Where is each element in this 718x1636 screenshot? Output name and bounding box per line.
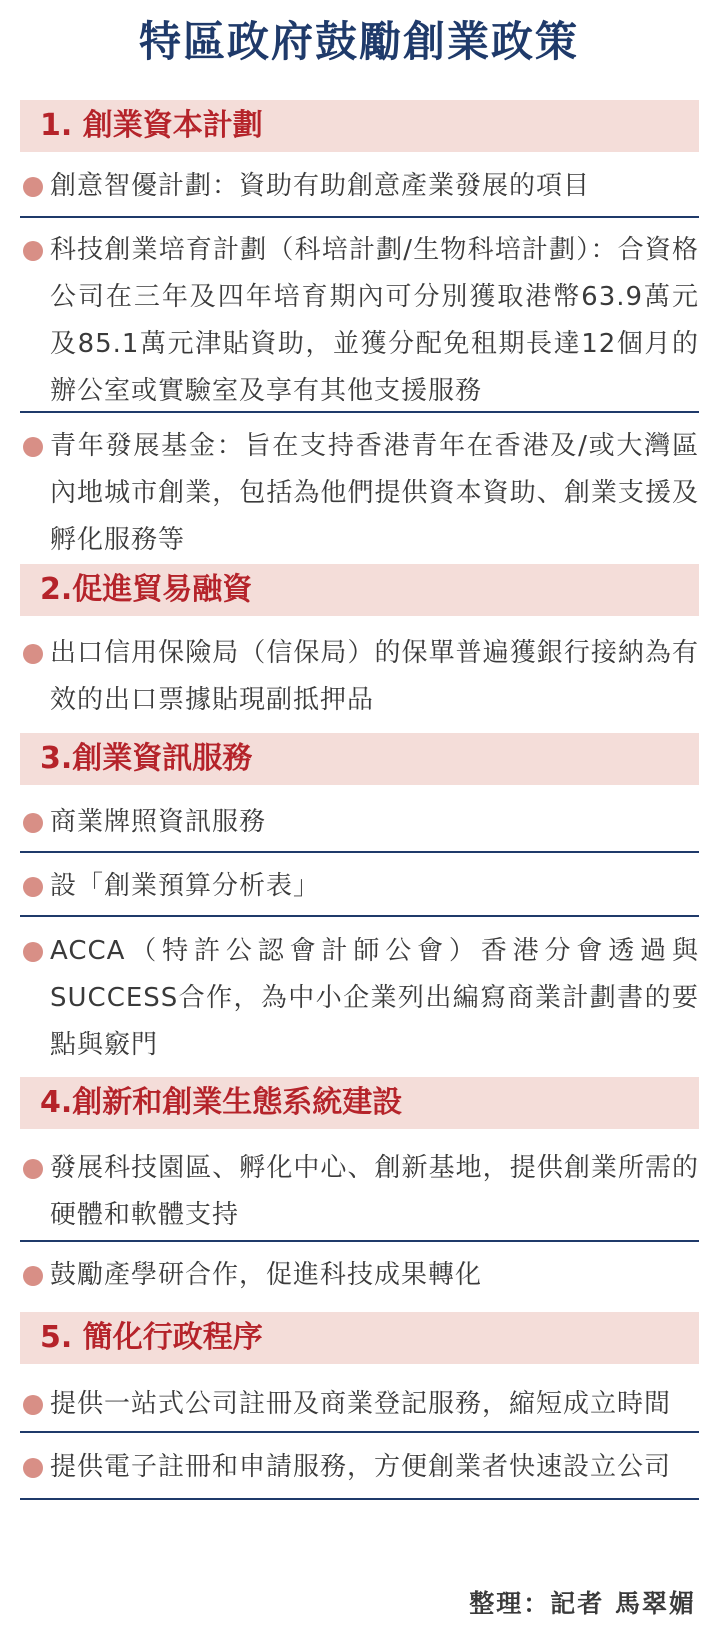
list-item [20,158,699,218]
section-heading-1: 1. 創業資本計劃 [20,100,699,152]
bullet-icon [23,1395,43,1415]
item-text: 鼓勵產學研合作，促進科技成果轉化 [50,1260,483,1290]
item-text: 科技創業培育計劃（科培計劃/生物科培計劃）：合資格公司在三年及四年培育期內可分別獲取港幣63.9萬元及85.1萬元津貼資助，並獲分配免租期長達12個月的辦公室或實驗室及享有其他支援服務 [50,235,699,406]
bullet-icon [23,813,43,833]
list-item [20,1135,699,1242]
section-heading-5: 5. 簡化行政程序 [20,1312,699,1364]
list-item [20,622,699,726]
list-item [20,218,699,413]
list-item [20,917,699,1067]
list-item [20,791,699,853]
bullet-icon [23,1266,43,1286]
bullet-icon [23,942,43,962]
section-heading-2: 2.促進貿易融資 [20,564,699,616]
item-text: ACCA（特許公認會計師公會）香港分會透過與SUCCESS合作，為中小企業列出編寫商業計劃書的要點與竅門 [50,936,699,1060]
section-heading-3: 3.創業資訊服務 [20,733,699,785]
item-text: 發展科技園區、孵化中心、創新基地，提供創業所需的硬體和軟體支持 [50,1153,699,1230]
bullet-icon [23,437,43,457]
bullet-icon [23,877,43,897]
item-text: 商業牌照資訊服務 [50,807,267,837]
item-text: 創意智優計劃：資助有助創意產業發展的項目 [50,171,591,201]
item-text: 提供電子註冊和申請服務，方便創業者快速設立公司 [50,1452,672,1482]
item-text: 青年發展基金：旨在支持香港青年在香港及/或大灣區內地城市創業，包括為他們提供資本資助、創業支援及孵化服務等 [50,431,699,555]
item-text: 設「創業預算分析表」 [50,871,321,901]
list-item [20,1370,699,1433]
list-item [20,1433,699,1500]
list-item [20,1242,699,1306]
bullet-icon [23,644,43,664]
bullet-icon [23,1458,43,1478]
bullet-icon [23,1159,43,1179]
item-text: 提供一站式公司註冊及商業登記服務，縮短成立時間 [50,1389,672,1419]
item-text: 出口信用保險局（信保局）的保單普遍獲銀行接納為有效的出口票據貼現副抵押品 [50,638,699,715]
author-credit: 整理：記者 馬翠媚 [469,1589,696,1618]
list-item [20,853,699,917]
list-item [20,413,699,561]
section-heading-4: 4.創新和創業生態系統建設 [20,1077,699,1129]
page-title: 特區政府鼓勵創業政策 [138,17,579,66]
bullet-icon [23,241,43,261]
bullet-icon [23,177,43,197]
